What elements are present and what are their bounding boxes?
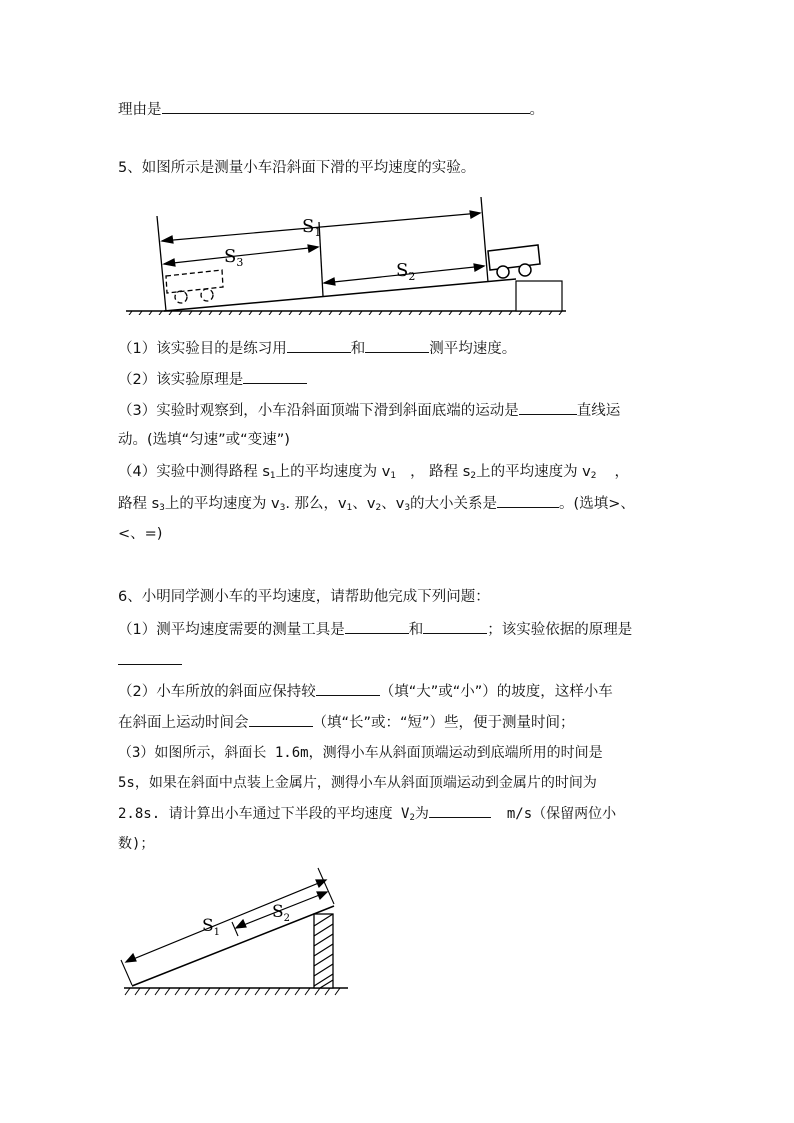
q5-p4-i-sub: 2 xyxy=(375,503,382,513)
q5-figure xyxy=(0,195,794,315)
q5-p4-line2 xyxy=(118,493,635,518)
q5-p4-l: 。(选填>、 xyxy=(559,496,635,512)
q5-p3-blank[interactable] xyxy=(519,400,577,415)
q5-p4-k: 的大小关系是 xyxy=(410,496,498,512)
q5-label-s2: $S_2$ xyxy=(396,260,416,283)
q5-p4-h-sub: 1 xyxy=(346,503,353,513)
q6-p3-c-sub: 2 xyxy=(409,813,415,823)
q5-cart-bottom xyxy=(166,270,223,303)
q5-p4-b: 上的平均速度为 v xyxy=(275,464,391,480)
q6-p3-e: m/s（保留两位小 xyxy=(506,806,617,822)
q5-p4-d: 上的平均速度为 v xyxy=(476,464,591,480)
q6-figure xyxy=(0,862,794,1002)
q5-p2 xyxy=(118,369,307,390)
q6-p1-text-a: （1）测平均速度需要的测量工具是 xyxy=(118,622,345,638)
q4-reason-blank[interactable] xyxy=(162,99,530,114)
q6-p2-text-a: （2）小车所放的斜面应保持较 xyxy=(118,684,316,700)
q4-reason-end: 。 xyxy=(529,102,544,118)
q6-p2-text-d: （填“长”或：“短”）些，便于测量时间； xyxy=(312,715,575,731)
q5-p1-blank-1[interactable] xyxy=(287,338,351,353)
q6-p1 xyxy=(118,619,632,640)
q5-marker-top xyxy=(481,197,488,282)
q6-p3-c: 2.8s. 请计算出小车通过下半段的平均速度 V xyxy=(118,806,410,822)
q6-p1-blank-1[interactable] xyxy=(345,619,409,634)
q6-p2-line2 xyxy=(118,712,575,733)
q5-label-s1: $S_1$ xyxy=(302,216,322,239)
q6-p3-line2: 5s，如果在斜面中点装上金属片，测得小车从斜面顶端运动到金属片的时间为 xyxy=(118,775,597,791)
q5-p4 xyxy=(118,462,629,486)
q6-p3-line3 xyxy=(118,803,616,828)
q6-label-s2: $S_2$ xyxy=(272,902,291,924)
q5-label-s3: $S_3$ xyxy=(224,246,244,269)
q5-p3 xyxy=(118,400,620,421)
q5-p4-h: . 那么，v xyxy=(285,496,347,512)
q5-p1-text-b: 和 xyxy=(350,341,366,357)
q5-p3-text-b: 直线运 xyxy=(576,403,621,419)
q5-title: 5、如图所示是测量小车沿斜面下滑的平均速度的实验。 xyxy=(118,160,476,176)
q5-p1 xyxy=(118,338,516,359)
q6-p1-line2 xyxy=(118,650,182,671)
q5-p1-blank-2[interactable] xyxy=(365,338,429,353)
q5-support-block xyxy=(516,281,562,311)
q6-p3-line4: 数)； xyxy=(118,836,155,852)
q5-p3-text-a: （3）实验时观察到，小车沿斜面顶端下滑到斜面底端的运动是 xyxy=(118,403,519,419)
q6-p3-d: 为 xyxy=(414,806,429,822)
q6-p2-blank-1[interactable] xyxy=(316,681,380,696)
q5-p4-b-sub: 1 xyxy=(390,471,397,481)
q4-reason-prefix: 理由是 xyxy=(118,102,162,118)
q5-p3-cont: 动。(选填“匀速”或“变速”) xyxy=(118,432,290,448)
q6-ext-middle xyxy=(232,922,238,936)
q6-p3-line1: （3）如图所示，斜面长 1.6m，测得小车从斜面顶端运动到底端所用的时间是 xyxy=(118,745,603,761)
q6-p2-text-c: 在斜面上运动时间会 xyxy=(118,715,249,731)
q5-p4-d-sub: 2 xyxy=(590,471,597,481)
q5-p1-text-c: 测平均速度。 xyxy=(429,341,517,357)
q6-p2 xyxy=(118,681,613,702)
q5-p4-j-sub: 3 xyxy=(404,503,411,513)
q6-p1-text-c: ；该实验依据的原理是 xyxy=(487,622,633,638)
q5-p4-i: 、v xyxy=(352,496,376,512)
q4-reason-line xyxy=(118,99,544,120)
q5-p4-c: ， 路程 s xyxy=(410,464,471,480)
q5-p4-line3: <、=) xyxy=(118,526,163,542)
q6-p1-blank-3[interactable] xyxy=(118,650,182,665)
q6-p3-blank[interactable] xyxy=(429,803,491,818)
q5-p4-blank[interactable] xyxy=(497,493,559,508)
q5-p4-e: ， xyxy=(614,464,630,480)
q6-p1-blank-2[interactable] xyxy=(423,619,487,634)
q5-p2-blank[interactable] xyxy=(243,369,307,384)
q6-ground-hatch xyxy=(125,988,340,995)
q6-title: 6、小明同学测小车的平均速度，请帮助他完成下列问题： xyxy=(118,589,490,605)
q5-p2-text-a: （2）该实验原理是 xyxy=(118,372,244,388)
q6-label-s1: $S_1$ xyxy=(202,916,221,938)
q5-p4-f: 路程 s xyxy=(118,496,160,512)
q5-p1-text-a: （1）该实验目的是练习用 xyxy=(118,341,287,357)
q5-p4-f-sub: 3 xyxy=(159,503,165,513)
q6-p2-text-b: （填“大”或“小”）的坡度，这样小车 xyxy=(379,684,613,700)
q5-cart-top xyxy=(488,245,540,278)
q5-p4-g-sub: 3 xyxy=(279,503,286,513)
q5-p4-c-sub: 2 xyxy=(470,471,477,481)
q5-incline xyxy=(164,279,516,311)
q5-p4-g: 上的平均速度为 v xyxy=(164,496,280,512)
q6-ext-bottom xyxy=(121,960,132,985)
q5-p4-a-sub: 1 xyxy=(269,471,276,481)
q5-p4-a: （4）实验中测得路程 s xyxy=(118,464,270,480)
q5-p4-j: 、v xyxy=(381,496,405,512)
q6-p2-blank-2[interactable] xyxy=(249,712,313,727)
q6-p1-text-b: 和 xyxy=(408,622,424,638)
